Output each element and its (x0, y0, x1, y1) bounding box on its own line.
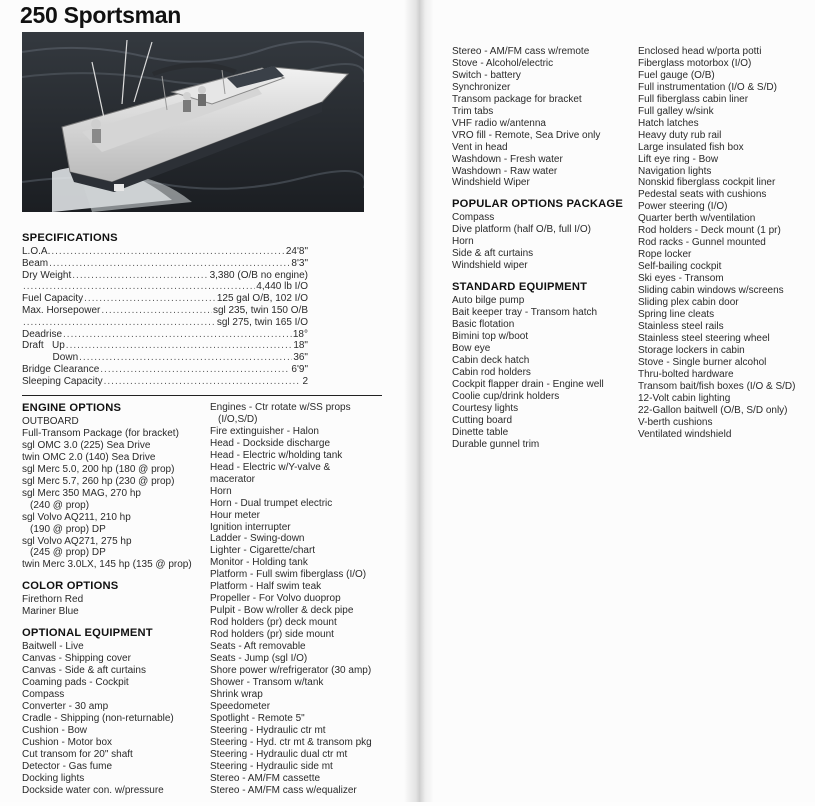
list-item: VRO fill - Remote, Sea Drive only (452, 129, 601, 141)
list-item: Rod holders (pr) side mount (210, 629, 334, 641)
list-item: Stove - Single burner alcohol (638, 356, 767, 368)
list-item: Side & aft curtains (452, 248, 534, 260)
list-item: Nonskid fiberglass cockpit liner (638, 177, 776, 189)
list-item: Detector - Gas fume (22, 760, 113, 772)
spec-leader-dots (23, 317, 216, 329)
right-column-1 (452, 46, 636, 460)
list-item: Quarter berth w/ventilation (638, 213, 756, 225)
list-item: sgl Merc 5.0, 200 hp (180 @ prop) (22, 463, 175, 475)
list-item: Horn (452, 236, 474, 248)
spec-row (22, 364, 308, 376)
list-item: Cushion - Bow (22, 724, 88, 736)
list-item: (240 @ prop) (30, 499, 90, 511)
standard-equipment-heading: STANDARD EQUIPMENT (452, 281, 588, 294)
list-item: sgl Volvo AQ211, 210 hp (22, 511, 131, 523)
spec-label: Beam (22, 257, 49, 269)
list-item: Fuel gauge (O/B) (638, 69, 715, 81)
optional-equipment-list-1 (22, 641, 208, 796)
list-item: Self-bailing cockpit (638, 261, 722, 273)
list-item: Fiberglass motorbox (I/O) (638, 57, 752, 69)
list-item: Transom package for bracket (452, 93, 582, 105)
spec-value: sgl 275, twin 165 I/O (216, 316, 308, 328)
list-item: Coaming pads - Cockpit (22, 677, 129, 689)
list-item: Compass (22, 689, 65, 701)
list-item: Horn (210, 485, 232, 497)
page-title: 250 Sportsman (20, 2, 181, 28)
list-item: Enclosed head w/porta potti (638, 46, 762, 57)
list-item: Head - Electric w/Y-valve & (210, 461, 331, 473)
spec-leader-dots (100, 364, 290, 376)
list-item: Washdown - Fresh water (452, 153, 563, 165)
list-item: Dockside water con. w/pressure (22, 784, 164, 796)
popular-options-list (452, 212, 636, 272)
spec-value: 6'9" (291, 363, 308, 375)
list-item: Hour meter (210, 509, 261, 521)
list-item: Durable gunnel trim (452, 438, 540, 450)
list-item: Full fiberglass cabin liner (638, 93, 749, 105)
list-item: Monitor - Holding tank (210, 557, 308, 569)
optional-equipment-list-2 (210, 402, 396, 796)
list-item: Spring line cleats (638, 308, 715, 320)
list-item: Docking lights (22, 772, 85, 784)
list-item: Rope locker (638, 249, 692, 261)
list-item: Sliding cabin windows w/screens (638, 285, 784, 297)
spec-value: 18" (293, 340, 308, 352)
list-item: Auto bilge pump (452, 295, 525, 307)
list-item: Windshield wiper (452, 260, 528, 272)
list-item: Compass (452, 212, 495, 224)
list-item: VHF radio w/antenna (452, 117, 546, 129)
list-item: Cockpit flapper drain - Engine well (452, 378, 604, 390)
spec-label: Dry Weight (22, 269, 72, 281)
list-item: sgl Volvo AQ271, 275 hp (22, 535, 132, 547)
list-item: Pulpit - Bow w/roller & deck pipe (210, 605, 354, 617)
spec-leader-dots (51, 246, 284, 258)
spec-value: 36" (293, 352, 308, 364)
spec-table (22, 246, 308, 388)
list-item: Lift eye ring - Bow (638, 153, 719, 165)
spec-label: Fuel Capacity (22, 293, 84, 305)
list-item: twin OMC 2.0 (140) Sea Drive (22, 451, 156, 463)
specifications-heading: SPECIFICATIONS (22, 232, 118, 244)
spec-value: 24'8" (285, 246, 308, 257)
popular-options (452, 198, 636, 272)
list-item: Heavy duty rub rail (638, 129, 722, 141)
list-item: Courtesy lights (452, 402, 519, 414)
spec-leader-dots (79, 352, 292, 364)
spec-label: L.O.A. (22, 246, 51, 257)
specifications-section (22, 232, 308, 388)
optional-equipment-heading: OPTIONAL EQUIPMENT (22, 627, 153, 640)
optional-equipment (22, 627, 208, 796)
list-item: Ladder - Swing-down (210, 533, 305, 545)
list-item: Dive platform (half O/B, full I/O) (452, 224, 591, 236)
engine-options (22, 402, 208, 571)
spec-leader-dots (84, 293, 216, 305)
list-item: Trim tabs (452, 105, 494, 117)
list-item: Full instrumentation (I/O & S/D) (638, 81, 777, 93)
list-item: Stove - Alcohol/electric (452, 57, 554, 69)
section-divider (22, 395, 382, 396)
spec-value: 2 (302, 375, 308, 387)
list-item: Navigation lights (638, 165, 712, 177)
optional-equipment-list-3 (452, 46, 636, 189)
list-item: Engines - Ctr rotate w/SS props (210, 402, 351, 413)
list-item: Stainless steel steering wheel (638, 332, 770, 344)
list-item: Converter - 30 amp (22, 701, 109, 713)
list-item: Full-Transom Package (for bracket) (22, 427, 179, 439)
engine-options-list (22, 416, 208, 571)
list-item: Firethorn Red (22, 594, 84, 606)
list-item: Platform - Half swim teak (210, 581, 322, 593)
color-options-list (22, 594, 208, 618)
list-item: twin Merc 3.0LX, 145 hp (135 @ prop) (22, 559, 192, 571)
color-options-heading: COLOR OPTIONS (22, 580, 119, 593)
popular-options-heading: POPULAR OPTIONS PACKAGE (452, 198, 623, 211)
spec-row (22, 270, 308, 282)
list-item: (190 @ prop) DP (30, 523, 106, 535)
left-column-2 (210, 402, 396, 796)
list-item: Large insulated fish box (638, 141, 744, 153)
list-item: Head - Electric w/holding tank (210, 449, 343, 461)
spec-leader-dots (72, 270, 208, 282)
spec-label: Max. Horsepower (22, 304, 101, 316)
list-item: Bow eye (452, 343, 491, 355)
list-item: Shrink wrap (210, 688, 263, 700)
list-item: Full galley w/sink (638, 105, 714, 117)
standard-equipment (452, 281, 636, 450)
list-item: (245 @ prop) DP (30, 547, 106, 559)
list-item: Lighter - Cigarette/chart (210, 545, 316, 557)
list-item: (I/O,S/D) (218, 413, 258, 425)
list-item: V-berth cushions (638, 416, 713, 428)
list-item: Speedometer (210, 700, 271, 712)
standard-equipment-list-2 (638, 46, 814, 440)
list-item: Washdown - Raw water (452, 165, 558, 177)
list-item: macerator (210, 473, 256, 485)
list-item: Shower - Transom w/tank (210, 676, 324, 688)
list-item: Cradle - Shipping (non-returnable) (22, 713, 174, 725)
list-item: Transom bait/fish boxes (I/O & S/D) (638, 380, 796, 392)
list-item: Seats - Jump (sgl I/O) (210, 653, 308, 665)
list-item: 12-Volt cabin lighting (638, 392, 731, 404)
list-item: Bimini top w/boot (452, 331, 529, 343)
list-item: sgl Merc 350 MAG, 270 hp (22, 487, 141, 499)
list-item: Thru-bolted hardware (638, 368, 734, 380)
list-item: Seats - Aft removable (210, 641, 306, 653)
list-item: Vent in head (452, 141, 508, 153)
spec-value: 18° (292, 328, 308, 340)
spec-value: sgl 235, twin 150 O/B (212, 304, 308, 316)
list-item: Steering - Hydraulic side mt (210, 760, 333, 772)
list-item: Pedestal seats with cushions (638, 189, 767, 201)
spec-row (22, 305, 308, 317)
list-item: Ski eyes - Transom (638, 273, 724, 285)
spec-leader-dots (101, 305, 212, 317)
spec-row (22, 281, 308, 293)
page-gutter (404, 0, 434, 802)
spec-label: Draft Up (22, 340, 65, 352)
list-item: Shore power w/refrigerator (30 amp) (210, 664, 372, 676)
spec-row (22, 340, 308, 352)
spec-row (22, 293, 308, 305)
list-item: Spotlight - Remote 5" (210, 712, 305, 724)
list-item: Cut transom for 20" shaft (22, 748, 133, 760)
color-options (22, 580, 208, 618)
list-item: 22-Gallon baitwell (O/B, S/D only) (638, 404, 788, 416)
list-item: Ventilated windshield (638, 428, 732, 440)
list-item: Cabin rod holders (452, 366, 531, 378)
list-item: Cabin deck hatch (452, 354, 530, 366)
spec-value: 3,380 (O/B no engine) (209, 269, 308, 281)
list-item: Hatch latches (638, 117, 699, 129)
list-item: Canvas - Shipping cover (22, 653, 131, 665)
list-item: Storage lockers in cabin (638, 344, 745, 356)
spec-value: 125 gal O/B, 102 I/O (216, 293, 308, 305)
list-item: Power steering (I/O) (638, 201, 728, 213)
optional-equipment-cont (452, 46, 636, 189)
spec-label: Down (22, 352, 79, 364)
list-item: Synchronizer (452, 81, 511, 93)
spec-row (22, 376, 308, 388)
spec-row (22, 352, 308, 364)
list-item: Stereo - AM/FM cass w/equalizer (210, 784, 357, 796)
spec-leader-dots (104, 376, 302, 388)
right-column-2 (638, 46, 814, 440)
list-item: Ignition interrupter (210, 521, 291, 533)
list-item: Propeller - For Volvo duoprop (210, 593, 341, 605)
list-item: sgl Merc 5.7, 260 hp (230 @ prop) (22, 475, 175, 487)
spec-row (22, 317, 308, 329)
list-item: Rod racks - Gunnel mounted (638, 237, 766, 249)
spec-leader-dots (63, 329, 292, 341)
list-item: Platform - Full swim fiberglass (I/O) (210, 569, 367, 581)
spec-leader-dots (23, 281, 255, 293)
list-item: Basic flotation (452, 319, 515, 331)
spec-row (22, 258, 308, 270)
list-item: Dinette table (452, 426, 509, 438)
spec-value: 8'3" (291, 257, 308, 269)
list-item: Cushion - Motor box (22, 736, 113, 748)
left-column-1 (22, 402, 208, 806)
list-item: Bait keeper tray - Transom hatch (452, 307, 598, 319)
list-item: Head - Dockside discharge (210, 437, 331, 449)
list-item: Sliding plex cabin door (638, 297, 739, 309)
spec-label: Bridge Clearance (22, 363, 100, 375)
spec-value: 4,440 lb I/O (256, 281, 308, 293)
list-item: Windshield Wiper (452, 177, 530, 189)
spec-leader-dots (66, 340, 293, 352)
spec-row (22, 329, 308, 341)
list-item: Switch - battery (452, 69, 521, 81)
list-item: Mariner Blue (22, 606, 79, 618)
standard-equipment-list-1 (452, 295, 636, 450)
spec-label: Deadrise (22, 328, 63, 340)
spec-label: Sleeping Capacity (22, 375, 103, 387)
list-item: Rod holders (pr) deck mount (210, 617, 337, 629)
list-item: Stainless steel rails (638, 320, 724, 332)
engine-options-heading: ENGINE OPTIONS (22, 402, 122, 414)
list-item: Rod holders - Deck mount (1 pr) (638, 225, 781, 237)
list-item: Cutting board (452, 414, 513, 426)
list-item: Steering - Hydraulic dual ctr mt (210, 748, 348, 760)
list-item: Fire extinguisher - Halon (210, 425, 319, 437)
spec-row (22, 246, 308, 258)
list-item: Horn - Dual trumpet electric (210, 497, 333, 509)
list-item: OUTBOARD (22, 416, 79, 427)
list-item: Baitwell - Live (22, 641, 84, 653)
spec-leader-dots (49, 258, 290, 270)
list-item: Stereo - AM/FM cass w/remote (452, 46, 590, 57)
list-item: Steering - Hydraulic ctr mt (210, 724, 326, 736)
list-item: Coolie cup/drink holders (452, 390, 560, 402)
list-item: Stereo - AM/FM cassette (210, 772, 321, 784)
boat-photo (22, 32, 364, 212)
list-item: Canvas - Side & aft curtains (22, 665, 146, 677)
list-item: sgl OMC 3.0 (225) Sea Drive (22, 439, 151, 451)
list-item: Steering - Hyd. ctr mt & transom pkg (210, 736, 372, 748)
